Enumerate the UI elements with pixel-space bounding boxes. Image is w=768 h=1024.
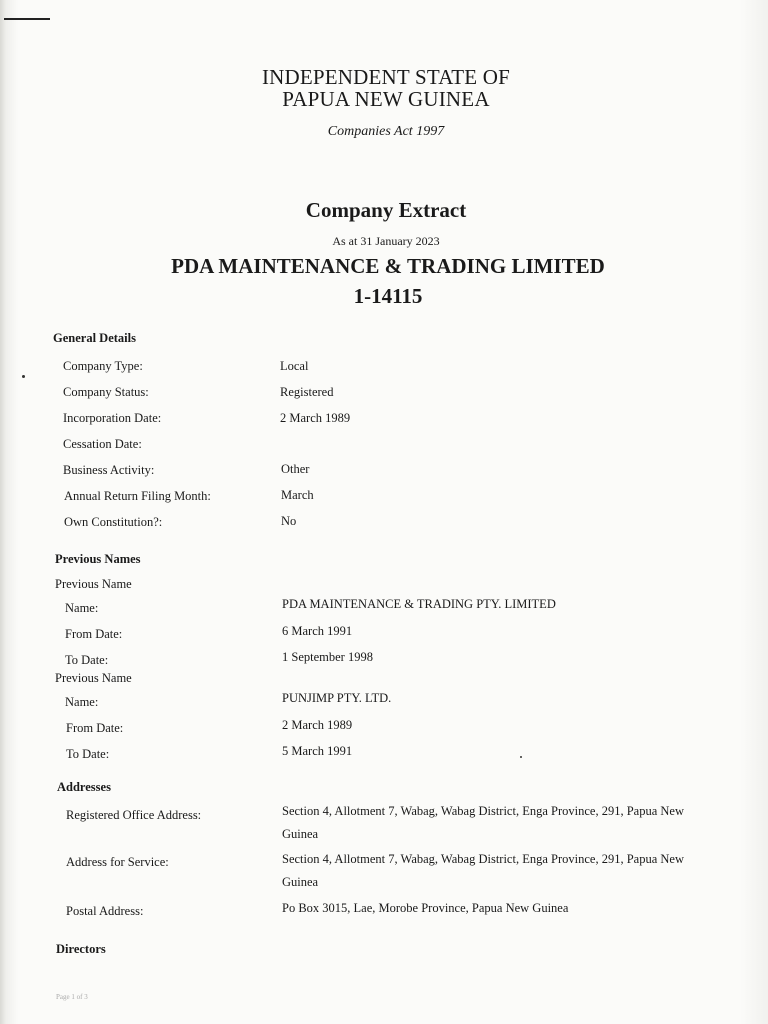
company-status-value: Registered: [280, 385, 334, 399]
company-name: PDA MAINTENANCE & TRADING LIMITED: [171, 254, 605, 278]
previous-name-to-label: To Date:: [65, 653, 109, 667]
business-activity-label: Business Activity:: [63, 463, 155, 477]
annual-return-month-value: March: [281, 488, 314, 502]
previous-name-heading: Previous Name: [55, 671, 132, 685]
general-details-title: General Details: [53, 331, 136, 345]
previous-name-from-value: 2 March 1989: [282, 718, 353, 732]
directors-title: Directors: [56, 942, 106, 956]
previous-names-title: Previous Names: [55, 552, 141, 566]
company-number: 1-14115: [353, 284, 423, 308]
previous-name-to-label: To Date:: [66, 747, 110, 761]
previous-name-from-value: 6 March 1991: [282, 624, 353, 638]
company-type-value: Local: [280, 359, 309, 373]
own-constitution-label: Own Constitution?:: [64, 515, 163, 529]
state-line-1: INDEPENDENT STATE OF: [261, 65, 511, 89]
previous-name-to-value: 1 September 1998: [282, 650, 373, 664]
incorporation-date-label: Incorporation Date:: [63, 411, 162, 425]
scan-speck: [22, 375, 25, 378]
as-at-date: As at 31 January 2023: [332, 234, 440, 248]
page-number: Page 1 of 3: [56, 993, 88, 1001]
cessation-date-label: Cessation Date:: [63, 437, 142, 451]
previous-name-label: Name:: [65, 695, 99, 709]
previous-name-to-value: 5 March 1991: [282, 744, 353, 758]
company-type-label: Company Type:: [63, 359, 143, 373]
previous-name-value: PUNJIMP PTY. LTD.: [282, 691, 392, 705]
address-for-service-label: Address for Service:: [66, 855, 169, 869]
annual-return-month-label: Annual Return Filing Month:: [64, 489, 211, 503]
registered-office-label: Registered Office Address:: [66, 808, 202, 822]
postal-address-value: Po Box 3015, Lae, Morobe Province, Papua New Guinea: [282, 901, 569, 915]
company-status-label: Company Status:: [63, 385, 149, 399]
previous-name-from-label: From Date:: [66, 721, 124, 735]
previous-name-heading: Previous Name: [55, 577, 132, 591]
document-header: [0, 66, 768, 140]
incorporation-date-value: 2 March 1989: [280, 411, 351, 425]
address-for-service-value: Section 4, Allotment 7, Wabag, Wabag District, Enga Province, 291, Papua New Guinea: [282, 852, 684, 889]
previous-name-from-label: From Date:: [65, 627, 123, 641]
previous-name-label: Name:: [65, 601, 99, 615]
previous-name-value: PDA MAINTENANCE & TRADING PTY. LIMITED: [282, 597, 556, 611]
own-constitution-value: No: [281, 514, 297, 528]
act-name: Companies Act 1997: [327, 124, 445, 139]
scan-speck: [520, 756, 522, 758]
addresses-title: Addresses: [57, 780, 111, 794]
document-title: Company Extract: [305, 198, 467, 222]
registered-office-value: Section 4, Allotment 7, Wabag, Wabag District, Enga Province, 291, Papua New Guinea: [282, 804, 684, 841]
business-activity-value: Other: [281, 462, 310, 476]
corner-mark: [4, 18, 50, 20]
state-line-2: PAPUA NEW GUINEA: [282, 87, 490, 111]
postal-address-label: Postal Address:: [66, 904, 144, 918]
